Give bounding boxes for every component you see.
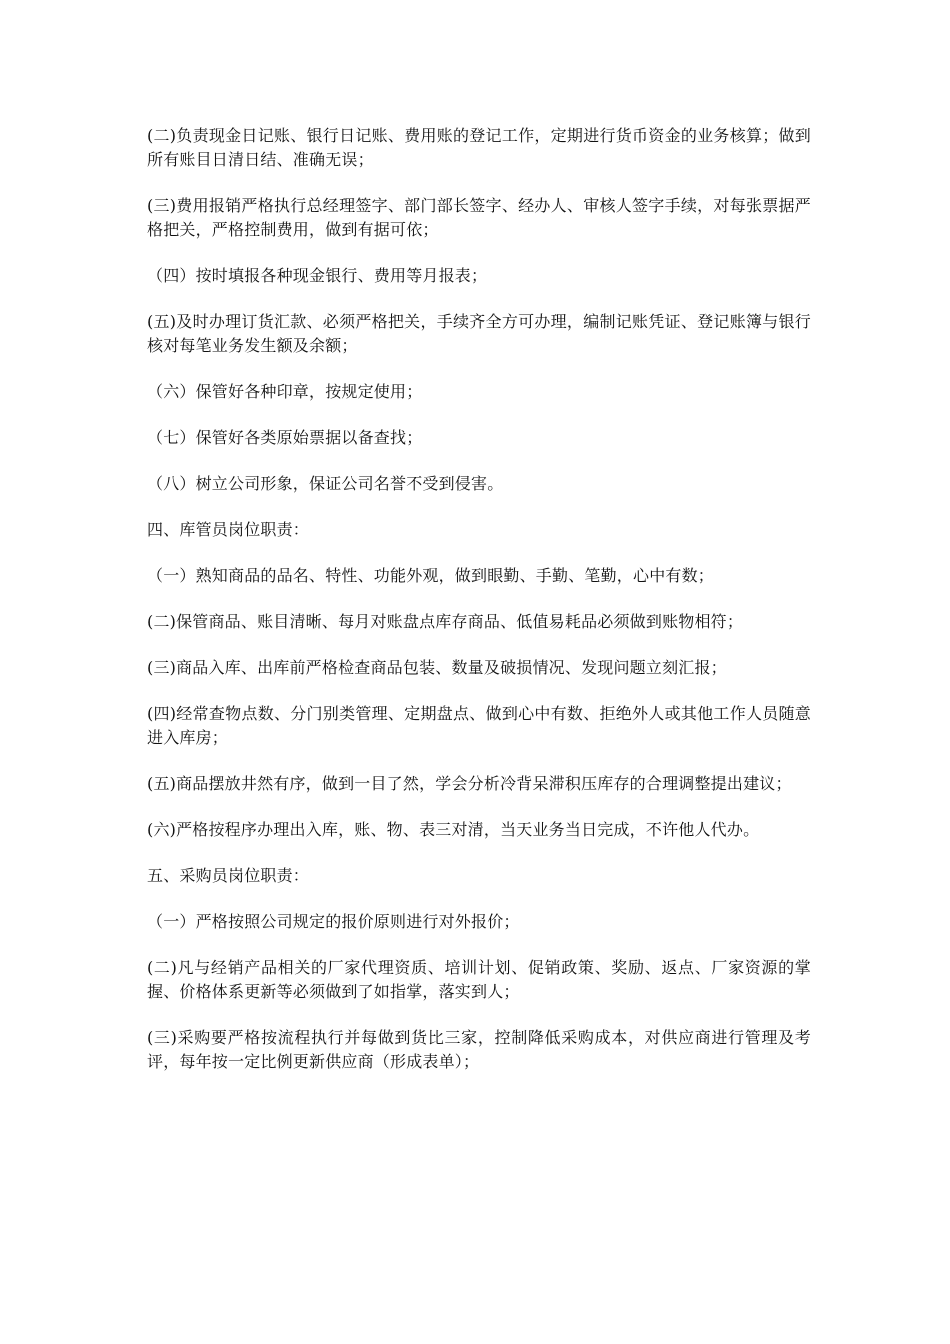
section-heading-warehouse-keeper: 四、库管员岗位职责：: [147, 520, 310, 539]
paragraph-warehouse-duty-5: (五)商品摆放井然有序，做到一目了然，学会分析冷背呆滞积压库存的合理调整提出建议；: [147, 774, 792, 793]
paragraph-cashier-duty-8: （八）树立公司形象，保证公司名誉不受到侵害。: [147, 474, 504, 493]
paragraph-warehouse-duty-3: (三)商品入库、出库前严格检查商品包装、数量及破损情况、发现问题立刻汇报；: [147, 658, 727, 677]
paragraph-cashier-duty-7: （七）保管好各类原始票据以备查找；: [147, 428, 423, 447]
paragraph-purchaser-duty-3: (三)采购要严格按流程执行并每做到货比三家，控制降低采购成本，对供应商进行管理及考评，每年按一定比例更新供应商（形成表单）；: [147, 1028, 811, 1071]
paragraph-purchaser-duty-1: （一）严格按照公司规定的报价原则进行对外报价；: [147, 912, 520, 931]
paragraph-warehouse-duty-2: (二)保管商品、账目清晰、每月对账盘点库存商品、低值易耗品必须做到账物相符；: [147, 612, 744, 631]
paragraph-cashier-duty-4: （四）按时填报各种现金银行、费用等月报表；: [147, 266, 488, 285]
document-page: [147, 124, 811, 1096]
paragraph-cashier-duty-6: （六）保管好各种印章，按规定使用；: [147, 382, 423, 401]
paragraph-warehouse-duty-6: (六)严格按程序办理出入库，账、物、表三对清，当天业务当日完成，不许他人代办。: [147, 820, 760, 839]
paragraph-cashier-duty-2: (二)负责现金日记账、银行日记账、费用账的登记工作，定期进行货币资金的业务核算；做到所有账目日清日结、准确无误；: [147, 126, 811, 169]
paragraph-warehouse-duty-1: （一）熟知商品的品名、特性、功能外观，做到眼勤、手勤、笔勤，心中有数；: [147, 566, 715, 585]
paragraph-warehouse-duty-4: (四)经常查物点数、分门别类管理、定期盘点、做到心中有数、拒绝外人或其他工作人员随意进入库房；: [147, 704, 811, 747]
paragraph-cashier-duty-3: (三)费用报销严格执行总经理签字、部门部长签字、经办人、审核人签字手续，对每张票据严格把关，严格控制费用，做到有据可依；: [147, 196, 811, 239]
section-heading-purchaser: 五、采购员岗位职责：: [147, 866, 310, 885]
paragraph-purchaser-duty-2: (二)凡与经销产品相关的厂家代理资质、培训计划、促销政策、奖励、返点、厂家资源的掌握、价格体系更新等必须做到了如指掌，落实到人；: [147, 958, 811, 1001]
paragraph-cashier-duty-5: (五)及时办理订货汇款、必须严格把关，手续齐全方可办理，编制记账凭证、登记账簿与银行核对每笔业务发生额及余额；: [147, 312, 811, 355]
